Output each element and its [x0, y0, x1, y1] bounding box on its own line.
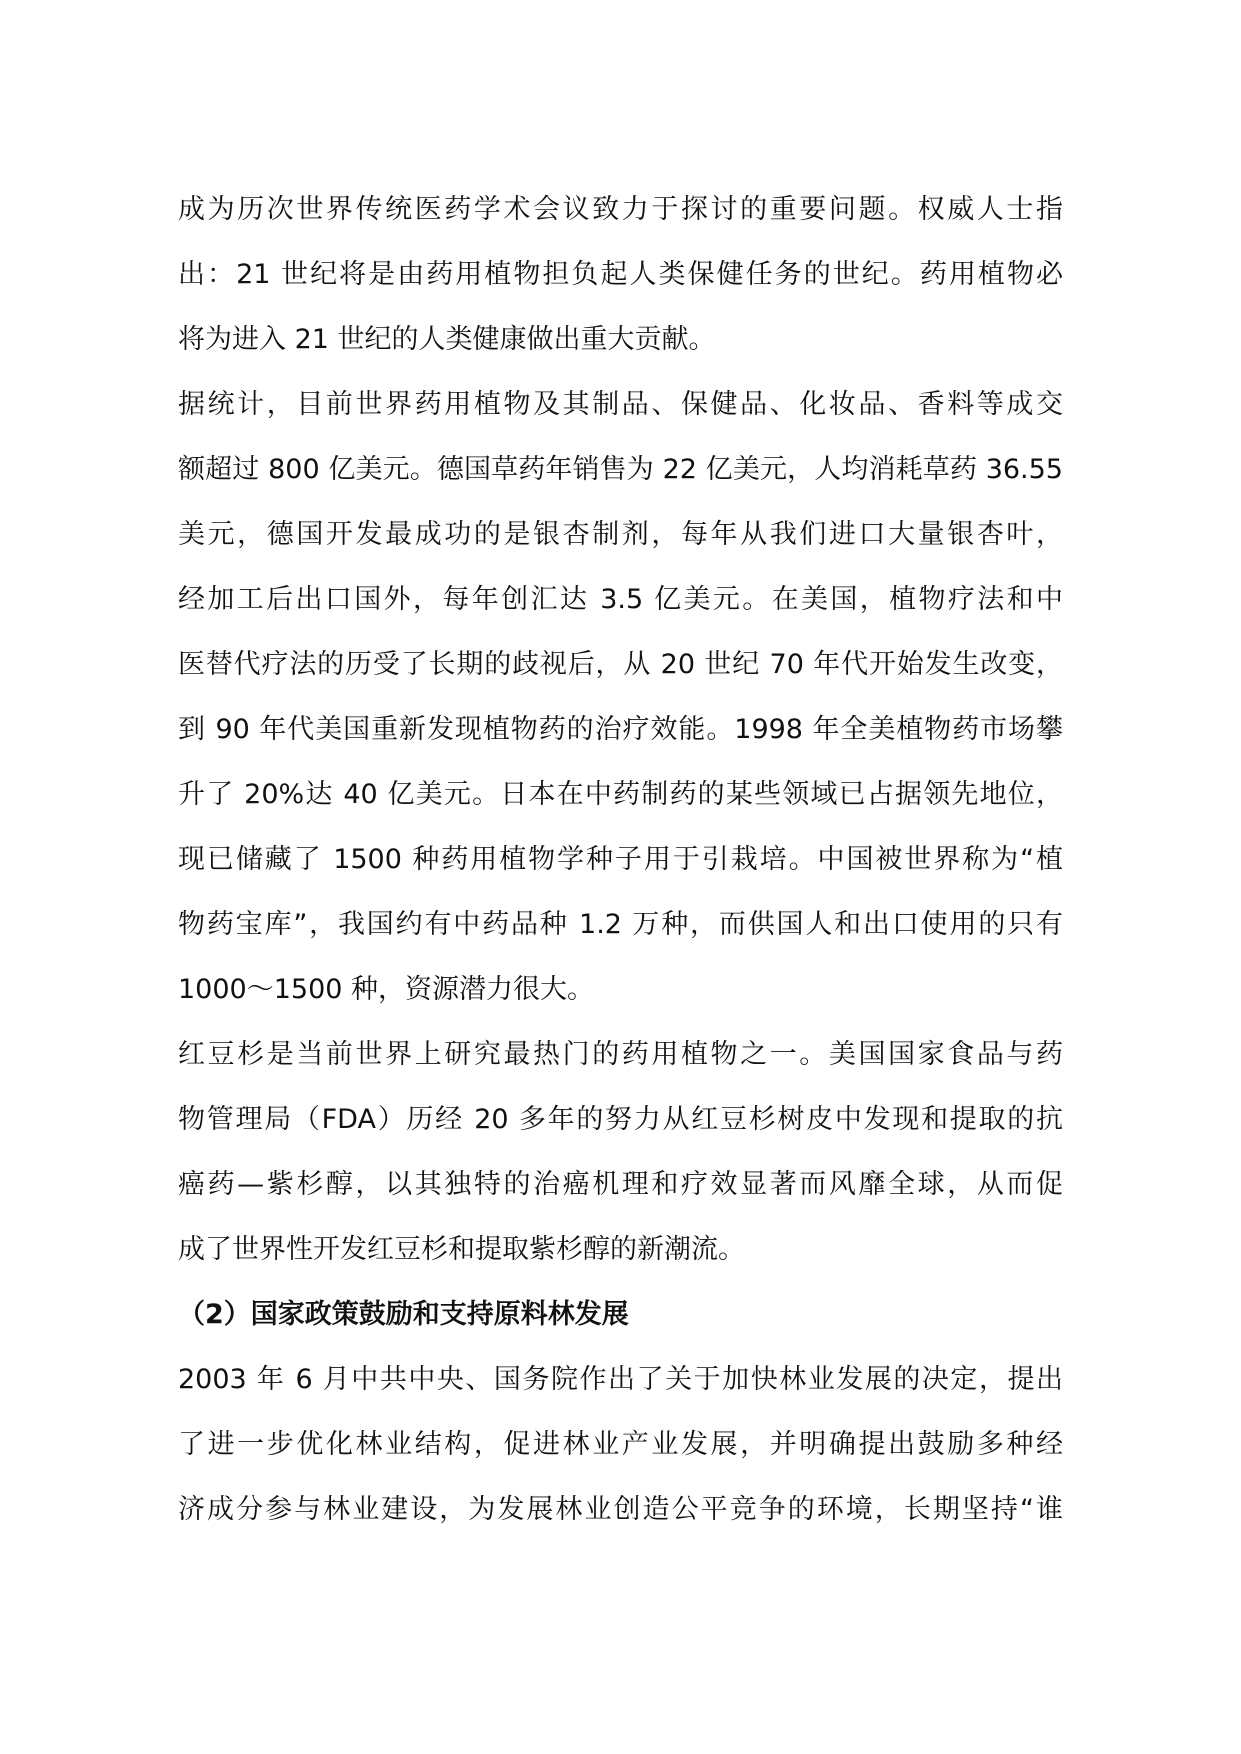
text-line: 成了世界性开发红豆杉和提取紫杉醇的新潮流。 [178, 1234, 745, 1265]
paragraph-medicinal-plants-importance [178, 186, 1063, 381]
text-line: 将为进入 21 世纪的人类健康做出重大贡献。 [178, 324, 716, 355]
text-line: 美元，德国开发最成功的是银杏制剂，每年从我们进口大量银杏叶， [178, 519, 1063, 550]
text-line: 升了 20%达 40 亿美元。日本在中药制药的某些领域已占据领先地位， [178, 779, 1063, 810]
text-line: 经加工后出口国外，每年创汇达 3.5 亿美元。在美国，植物疗法和中 [178, 584, 1063, 615]
paragraph-taxus-research [178, 1031, 1063, 1291]
text-line: 医替代疗法的历受了长期的歧视后，从 20 世纪 70 年代开始发生改变， [178, 649, 1063, 680]
text-line: 据统计，目前世界药用植物及其制品、保健品、化妆品、香料等成交 [178, 389, 1063, 420]
text-line: 济成分参与林业建设，为发展林业创造公平竞争的环境，长期坚持“谁 [178, 1494, 1063, 1525]
text-line: 物管理局（FDA）历经 20 多年的努力从红豆杉树皮中发现和提取的抗 [178, 1104, 1063, 1135]
section-heading: （2）国家政策鼓励和支持原料林发展 [178, 1299, 629, 1330]
document-body [178, 186, 1063, 1551]
text-line: 到 90 年代美国重新发现植物药的治疗效能。1998 年全美植物药市场攀 [178, 714, 1063, 745]
paragraph-market-statistics [178, 381, 1063, 1031]
text-line: 出：21 世纪将是由药用植物担负起人类保健任务的世纪。药用植物必 [178, 259, 1063, 290]
text-line: 现已储藏了 1500 种药用植物学种子用于引栽培。中国被世界称为“植 [178, 844, 1063, 875]
paragraph-forestry-policy [178, 1356, 1063, 1551]
text-line: 癌药—紫杉醇，以其独特的治癌机理和疗效显著而风靡全球，从而促 [178, 1169, 1063, 1200]
text-line: 红豆杉是当前世界上研究最热门的药用植物之一。美国国家食品与药 [178, 1039, 1063, 1070]
text-line: 物药宝库”，我国约有中药品种 1.2 万种，而供国人和出口使用的只有 [178, 909, 1063, 940]
text-line: 了进一步优化林业结构，促进林业产业发展，并明确提出鼓励多种经 [178, 1429, 1063, 1460]
text-line: 2003 年 6 月中共中央、国务院作出了关于加快林业发展的决定，提出 [178, 1364, 1063, 1395]
text-line: 成为历次世界传统医药学术会议致力于探讨的重要问题。权威人士指 [178, 194, 1063, 225]
text-line: 额超过 800 亿美元。德国草药年销售为 22 亿美元，人均消耗草药 36.55 [178, 454, 1063, 485]
text-line: 1000～1500 种，资源潜力很大。 [178, 974, 595, 1005]
